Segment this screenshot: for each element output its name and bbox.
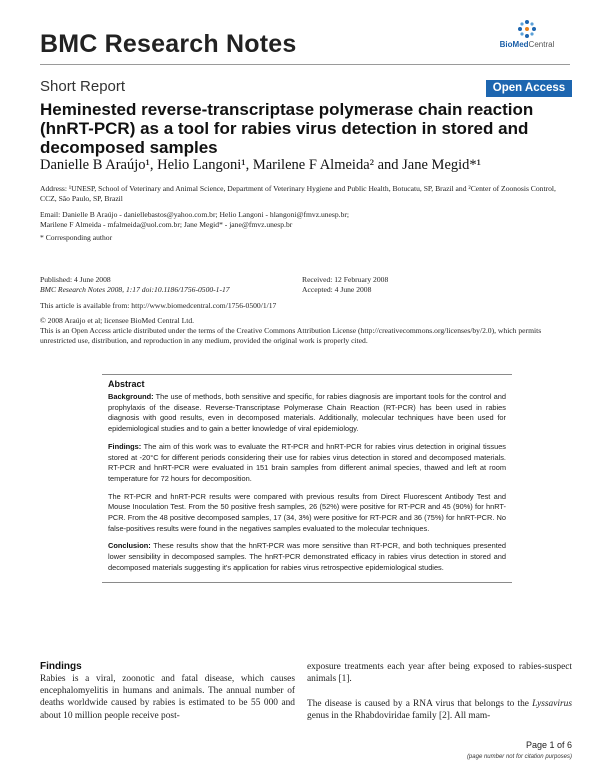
copyright-block <box>40 316 572 346</box>
accepted-date: Accepted: 4 June 2008 <box>302 285 372 294</box>
biomed-central-logo <box>492 18 562 54</box>
body-right-paragraph-1: exposure treatments each year after being exposed to rabies-suspect animals [1]. <box>307 662 572 685</box>
open-access-badge: Open Access <box>486 80 572 97</box>
biomed-logo-icon <box>516 18 538 40</box>
abstract-background <box>108 392 506 435</box>
abstract-box <box>102 374 512 583</box>
body-right-paragraph-2 <box>307 698 572 722</box>
review-dates <box>302 275 552 295</box>
availability-link[interactable]: This article is available from: http://www.biomedcentral.com/1756-0500/1/17 <box>40 301 277 310</box>
copyright-line: © 2008 Araújo et al; licensee BioMed Central Ltd. <box>40 316 195 325</box>
findings-text: The aim of this work was to evaluate the RT-PCR and hnRT-PCR for rabies virus detection in original tissues stored at -20°C for different periods considering their use for rabies virus detection in stored and decomposed materials. RT-PCR and hnRT-PCR were evaluated in 151 brain samples from different animal species, thawed and left at room temperature for 72 hours for decomposition. <box>108 441 507 483</box>
journal-name: BMC Research Notes <box>40 30 297 58</box>
corresponding-author-note: * Corresponding author <box>40 233 113 242</box>
logo-text-central: Central <box>528 40 555 49</box>
logo-text-biomed: BioMed <box>499 40 529 49</box>
abstract-results: The RT-PCR and hnRT-PCR results were compared with previous results from Direct Fluorescent Antibody Test and Mouse Inoculation Test. From the 50 positive fresh samples, 26 (52%) were positive for RT-PCR and 45 (90%) for hnRT-PCR. From the 48 positive decomposed samples, 17 (34, 3%) were positive for RT-PCR and 36 (75%) for hnRT-PCR. No false-positives results were found in the negatives samples evaluated to the molecular techniques. <box>108 491 506 533</box>
abstract-heading: Abstract <box>108 379 145 389</box>
article-type: Short Report <box>40 78 126 95</box>
abstract-findings <box>108 442 506 485</box>
conclusion-label: Conclusion: <box>108 541 151 551</box>
citation: BMC Research Notes 2008, 1:17 doi:10.1186/1756-0500-1-17 <box>40 285 230 294</box>
email-line-1: Email: Danielle B Araújo - daniellebastos@yahoo.com.br; Helio Langoni - hlangoni@fmvz.unesp.br; <box>40 210 350 219</box>
paragraph-2-start: The disease is caused by a RNA virus that belongs to the <box>307 699 533 709</box>
publication-info <box>40 275 290 295</box>
conclusion-text: These results show that the hnRT-PCR was more sensitive than RT-PCR, and both techniques presented lower sensibility in decomposed samples. The hnRT-PCR demonstrated efficacy in rabies virus detection in stored and decomposed materials suggesting it's application for rabies virus retrospective epidemiological studies. <box>108 541 507 572</box>
page-number-note: (page number not for citation purposes) <box>466 754 572 760</box>
author-list: Danielle B Araújo¹, Helio Langoni¹, Marilene F Almeida² and Jane Megid*¹ <box>40 157 482 173</box>
abstract-conclusion <box>108 541 506 573</box>
findings-heading: Findings <box>40 661 82 672</box>
genus-name: Lyssavirus <box>532 699 572 709</box>
background-text: The use of methods, both sensitive and specific, for rabies diagnosis are important tools for the control and prophylaxis of the disease. Reverse-Transcriptase Polymerase Chain Reaction (RT-PCR) has been used in rabies diagnosis with good results, even in decomposed materials. Additionally, molecular techniques have been used for epidemiological studies and to gain a better knowledge of viral epidemiology. <box>108 392 506 434</box>
paragraph-2-end: genus in the Rhabdoviridae family [2]. All mam- <box>307 711 491 722</box>
published-date: Published: 4 June 2008 <box>40 275 111 284</box>
received-date: Received: 12 February 2008 <box>302 275 389 284</box>
author-emails <box>40 210 572 230</box>
header-rule <box>40 64 570 65</box>
body-left-column: Rabies is a viral, zoonotic and fatal disease, which causes encephalomyelitis in humans and animals. The annual number of deaths worldwide caused by rabies is estimated to be 55 000 and about 10 million people receive post- <box>40 674 295 721</box>
author-address: Address: ¹UNESP, School of Veterinary and Animal Science, Department of Veterinary Hygiene and Public Health, Botucatu, SP, Brazil and ²Center of Zoonosis Control, CCZ, São Paulo, SP, Brazil <box>40 184 556 203</box>
findings-label: Findings: <box>108 441 142 451</box>
page-number: Page 1 of 6 <box>525 740 572 750</box>
background-label: Background: <box>108 392 154 401</box>
email-line-2: Marilene F Almeida - mfalmeida@uol.com.br; Jane Megid* - jane@fmvz.unesp.br <box>40 220 293 229</box>
article-title: Heminested reverse-transcriptase polymerase chain reaction (hnRT-PCR) as a tool for rabies virus detection in stored and decomposed samples <box>40 100 534 157</box>
license-text: This is an Open Access article distributed under the terms of the Creative Commons Attribution License (http://creativecommons.org/licenses/by/2.0), which permits unrestricted use, distribution, and reproduction in any medium, provided the original work is properly cited. <box>40 326 542 345</box>
